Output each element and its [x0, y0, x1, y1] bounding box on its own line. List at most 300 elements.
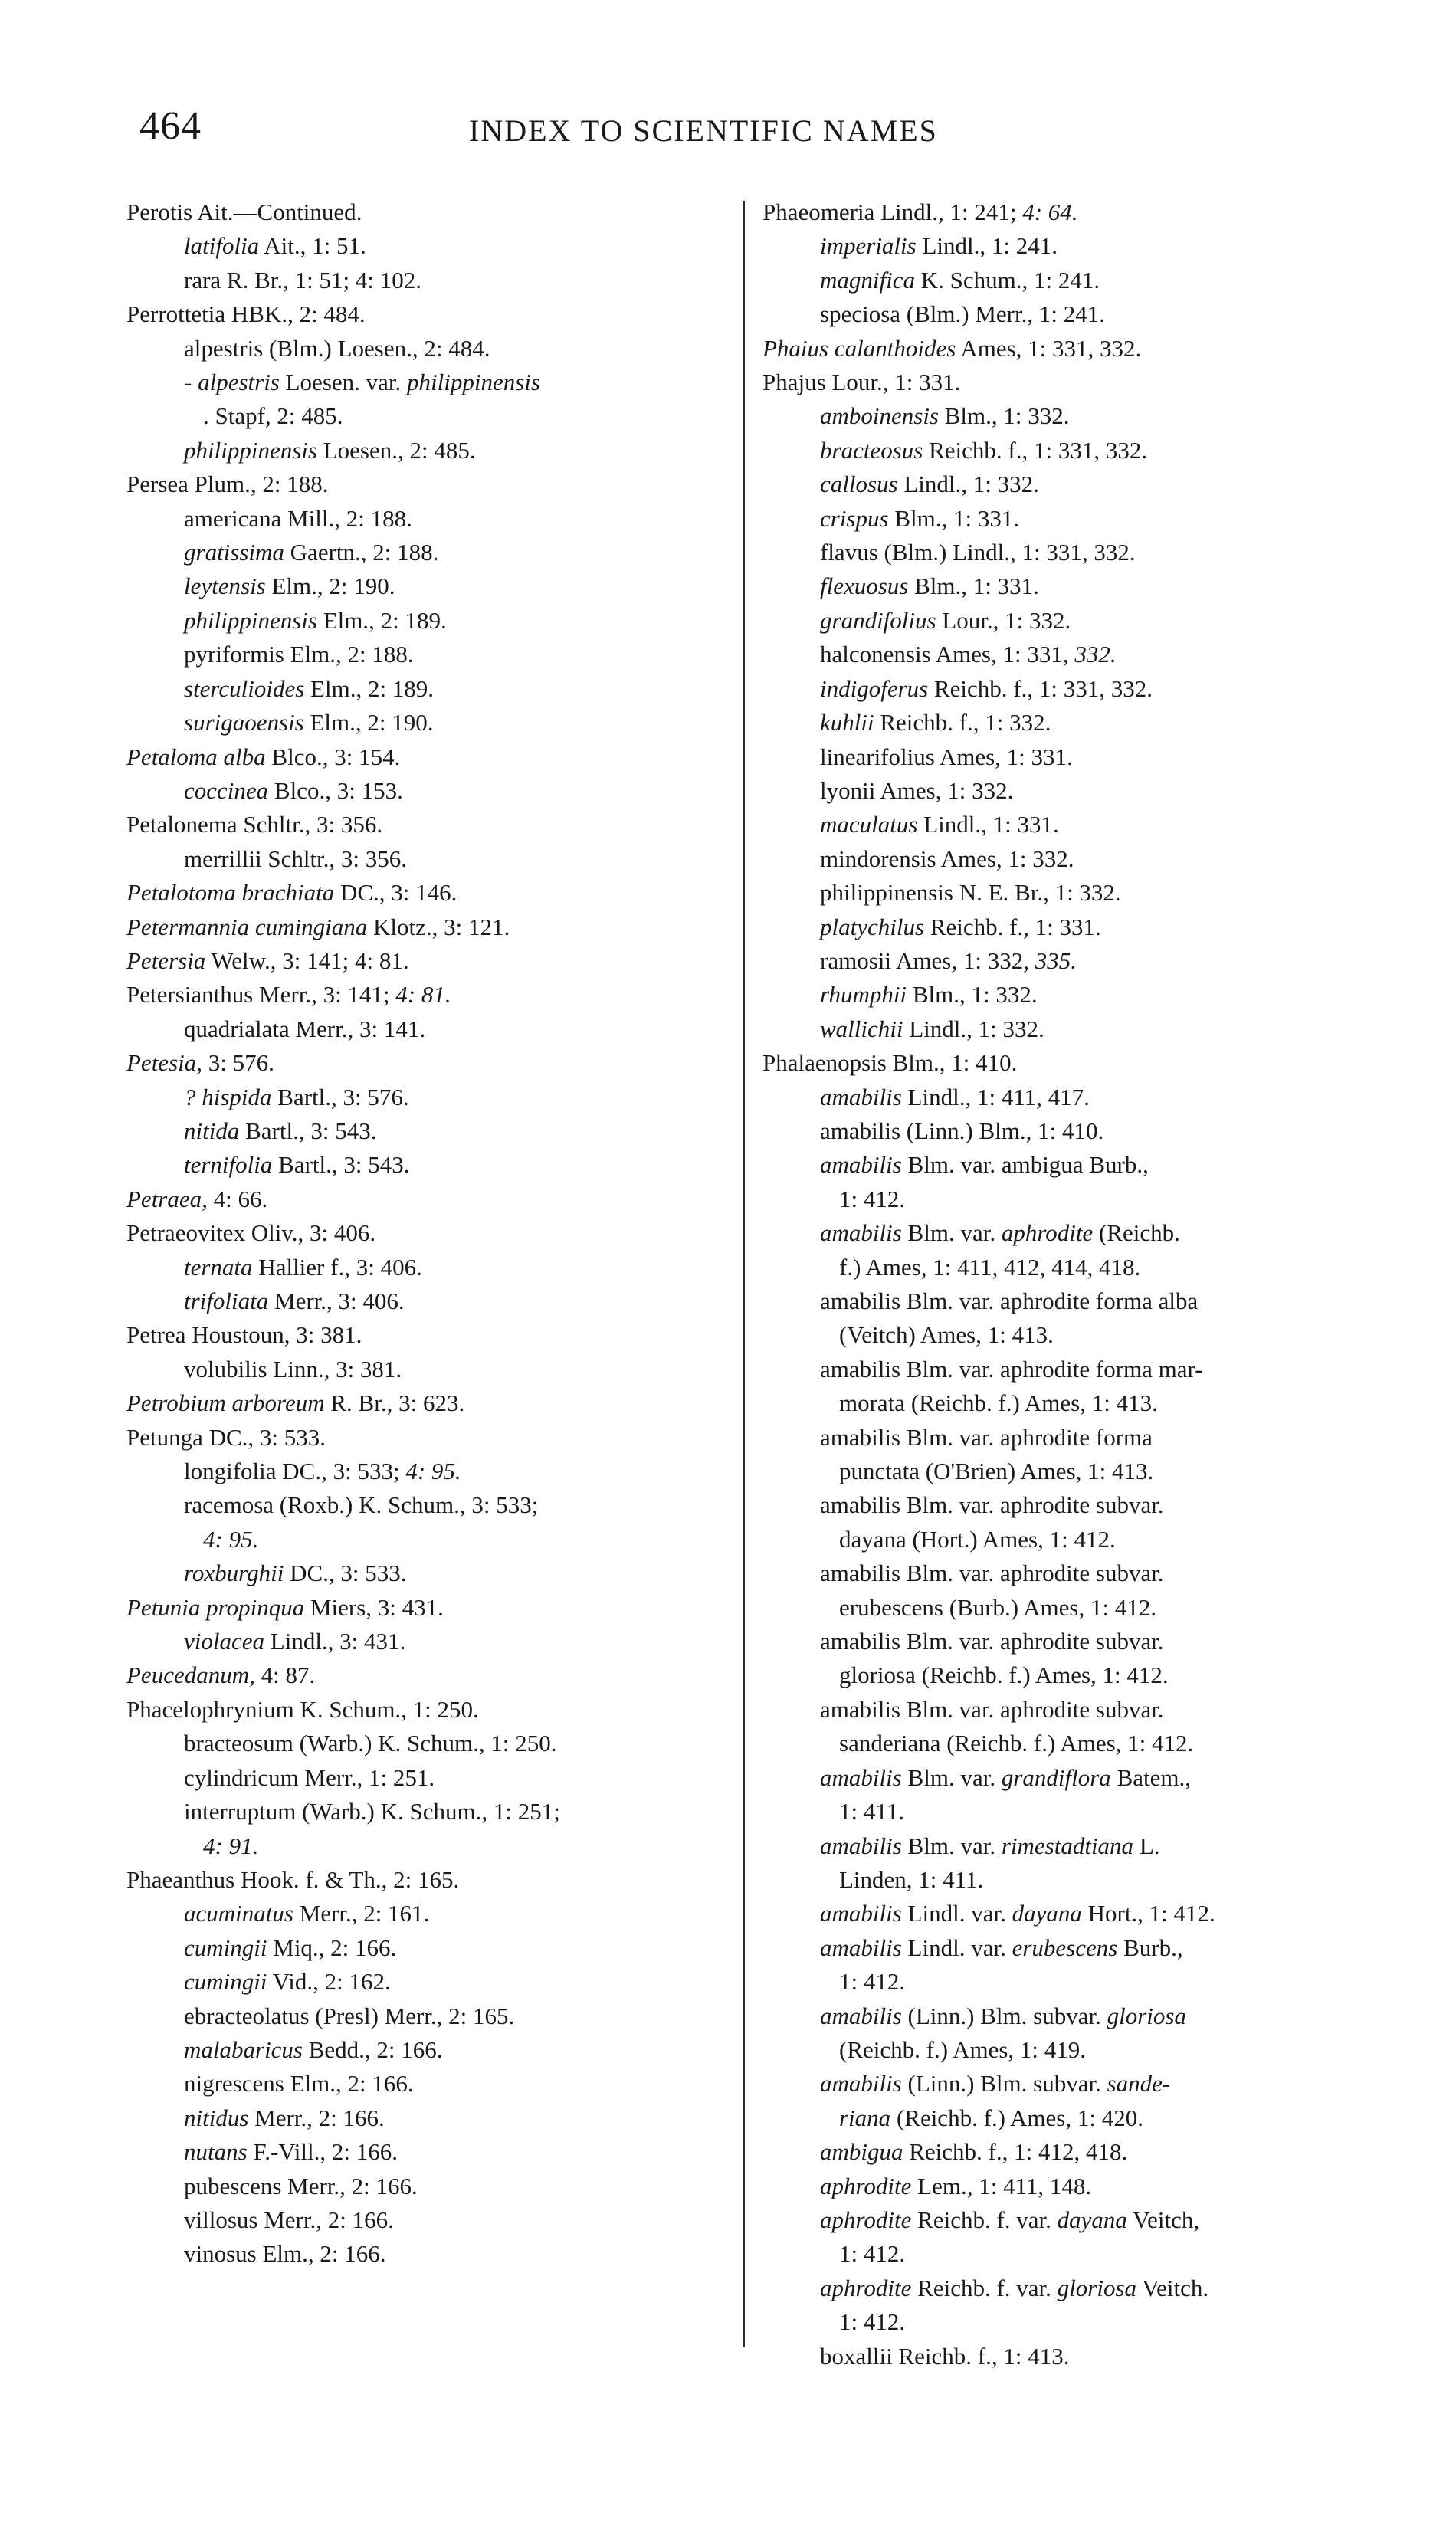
index-genus-entry	[762, 1046, 1368, 1080]
index-species-entry	[762, 944, 1368, 978]
entry-text: Petunia propinqua	[126, 1593, 305, 1621]
index-species-entry	[126, 1965, 732, 1999]
index-genus-entry	[126, 1421, 732, 1455]
entry-text: Reichb. f. var.	[911, 2274, 1058, 2301]
entry-text: Blm. var.	[901, 1832, 1002, 1859]
entry-text: Phalaenopsis Blm., 1: 410.	[762, 1049, 1018, 1077]
entry-text: amabilis Blm. var. aphrodite subvar.	[820, 1560, 1164, 1587]
index-species-entry	[126, 2170, 732, 2203]
column-divider	[743, 201, 745, 2347]
index-species-entry	[762, 1012, 1368, 1046]
entry-text: Elm., 2: 190.	[303, 709, 434, 736]
index-species-entry	[762, 2203, 1368, 2237]
index-entry-continuation	[762, 1523, 1368, 1556]
entry-text: Petersianthus Merr., 3: 141;	[126, 981, 396, 1009]
entry-text: -	[184, 369, 198, 396]
entry-text: ? hispida	[184, 1083, 272, 1110]
entry-text: Petalotoma brachiata	[126, 879, 335, 907]
entry-text: amabilis Blm. var. aphrodite subvar.	[820, 1491, 1164, 1519]
index-species-entry	[762, 1353, 1368, 1386]
index-genus-entry	[126, 1046, 732, 1080]
entry-text: R. Br., 3: 623.	[324, 1389, 465, 1417]
index-species-entry	[762, 1284, 1368, 1318]
entry-text: Klotz., 3: 121.	[367, 913, 510, 940]
index-species-entry	[762, 808, 1368, 841]
entry-text: DC., 3: 146.	[334, 879, 457, 907]
index-genus-entry	[762, 366, 1368, 399]
entry-text: sanderiana (Reichb. f.) Ames, 1: 412.	[839, 1730, 1194, 1757]
entry-text: aphrodite	[820, 2172, 912, 2199]
index-species-entry	[762, 1625, 1368, 1658]
entry-text: Blm., 1: 331.	[908, 572, 1039, 600]
entry-text: (Linn.) Blm. subvar.	[901, 2002, 1107, 2029]
entry-text: amabilis	[820, 1763, 902, 1791]
index-species-entry	[762, 1488, 1368, 1522]
entry-text: 4: 64.	[1022, 198, 1078, 225]
entry-text: amabilis	[820, 1832, 902, 1859]
index-entry-continuation	[762, 2101, 1368, 2135]
entry-text: Hort., 1: 412.	[1081, 1900, 1215, 1927]
entry-text: Petraeovitex Oliv., 3: 406.	[126, 1219, 376, 1247]
entry-text: ebracteolatus (Presl) Merr., 2: 165.	[184, 2002, 515, 2029]
index-species-entry	[126, 1761, 732, 1795]
entry-text: platychilus	[820, 913, 925, 940]
entry-text: alpestris	[198, 369, 280, 396]
entry-text: punctata (O'Brien) Ames, 1: 413.	[839, 1458, 1154, 1485]
entry-text: cumingii	[184, 1968, 267, 1996]
index-species-entry	[126, 1148, 732, 1182]
entry-text: amboinensis	[820, 402, 939, 430]
entry-text: Petrobium arboreum	[126, 1389, 325, 1417]
entry-text: pubescens Merr., 2: 166.	[184, 2172, 418, 2199]
index-species-entry	[762, 2135, 1368, 2169]
entry-text: Miq., 2: 166.	[267, 1934, 397, 1961]
entry-text: Bartl., 3: 543.	[239, 1117, 377, 1144]
index-entry-continuation	[762, 2305, 1368, 2339]
index-species-entry	[126, 332, 732, 366]
index-species-entry	[762, 1216, 1368, 1250]
entry-text: 4: 91.	[203, 1832, 259, 1859]
entry-text: Lindl., 1: 411, 417.	[901, 1083, 1090, 1110]
entry-text: Reichb. f., 1: 412, 418.	[903, 2138, 1128, 2166]
entry-text: flavus (Blm.) Lindl., 1: 331, 332.	[820, 539, 1136, 566]
entry-text: trifoliata	[184, 1287, 269, 1314]
entry-text: Batem.,	[1110, 1763, 1191, 1791]
entry-text: amabilis	[820, 1900, 902, 1927]
index-genus-entry	[126, 1591, 732, 1625]
index-entry-continuation	[762, 1591, 1368, 1625]
index-species-entry	[762, 638, 1368, 671]
entry-text: erubescens (Burb.) Ames, 1: 412.	[839, 1593, 1157, 1621]
entry-text: Lindl., 1: 332.	[897, 471, 1039, 498]
index-species-entry	[762, 978, 1368, 1012]
index-genus-entry	[126, 1318, 732, 1352]
index-genus-entry	[126, 1658, 732, 1692]
entry-text: Peucedanum,	[126, 1661, 255, 1689]
index-genus-entry	[126, 1216, 732, 1250]
entry-text: (Reichb.	[1093, 1219, 1180, 1247]
index-entry-continuation	[762, 2237, 1368, 2271]
entry-text: philippinensis	[184, 436, 317, 464]
index-species-entry	[762, 399, 1368, 433]
entry-text: wallichii	[820, 1015, 903, 1042]
index-species-entry	[762, 842, 1368, 876]
index-entry-continuation	[126, 399, 732, 433]
entry-text: 4: 66.	[207, 1185, 268, 1212]
entry-text: volubilis Linn., 3: 381.	[184, 1355, 402, 1383]
entry-text: Ait., 1: 51.	[259, 232, 366, 260]
index-species-entry	[762, 1081, 1368, 1114]
index-species-entry	[126, 1284, 732, 1318]
index-species-entry	[762, 536, 1368, 569]
index-species-entry	[762, 2272, 1368, 2305]
entry-text: amabilis (Linn.) Blm., 1: 410.	[820, 1117, 1104, 1144]
index-species-entry	[126, 1795, 732, 1829]
entry-text: sande-	[1107, 2070, 1171, 2098]
index-species-entry	[126, 1727, 732, 1760]
entry-text: (Reichb. f.) Ames, 1: 419.	[839, 2035, 1087, 2063]
entry-text: Veitch,	[1126, 2206, 1200, 2233]
entry-text: aphrodite	[820, 2206, 912, 2233]
index-genus-entry	[126, 1693, 732, 1727]
entry-text: Reichb. f., 1: 331.	[924, 913, 1101, 940]
entry-text: gloriosa	[1057, 2274, 1137, 2301]
entry-text: Elm., 2: 189.	[304, 674, 435, 702]
index-species-entry	[762, 1114, 1368, 1148]
entry-text: roxburghii	[184, 1560, 284, 1587]
entry-text: amabilis Blm. var. aphrodite forma mar-	[820, 1355, 1203, 1383]
entry-text: Phaeanthus Hook. f. & Th., 2: 165.	[126, 1865, 460, 1893]
entry-text: Persea Plum., 2: 188.	[126, 471, 329, 498]
entry-text: Lour., 1: 332.	[936, 606, 1071, 634]
entry-text: nutans	[184, 2138, 248, 2166]
entry-text: Reichb. f. var.	[911, 2206, 1058, 2233]
index-species-entry	[126, 1353, 732, 1386]
entry-text: Petersia	[126, 946, 206, 974]
entry-text: dayana	[1057, 2206, 1127, 2233]
index-species-entry	[126, 604, 732, 638]
index-species-entry	[126, 2237, 732, 2271]
entry-text: Phaius calanthoides	[762, 334, 956, 362]
index-entry-continuation	[762, 1182, 1368, 1216]
index-species-entry	[126, 842, 732, 876]
entry-text: Phaeomeria Lindl., 1: 241;	[762, 198, 1023, 225]
index-genus-entry	[126, 1863, 732, 1897]
index-species-entry	[126, 1897, 732, 1930]
entry-text: F.-Vill., 2: 166.	[247, 2138, 398, 2166]
entry-text: Lindl., 1: 332.	[903, 1015, 1044, 1042]
entry-text: Bartl., 3: 543.	[272, 1151, 410, 1179]
entry-text: indigoferus	[820, 674, 929, 702]
entry-text: callosus	[820, 471, 898, 498]
index-species-entry	[762, 297, 1368, 331]
entry-text: Lindl. var.	[901, 1900, 1012, 1927]
entry-text: (Reichb. f.) Ames, 1: 420.	[890, 2104, 1143, 2131]
index-species-entry	[762, 502, 1368, 536]
entry-text: Perrottetia HBK., 2: 484.	[126, 300, 366, 328]
running-title: INDEX TO SCIENTIFIC NAMES	[469, 113, 938, 148]
entry-text: Lindl., 3: 431.	[264, 1628, 406, 1655]
index-entry-continuation	[762, 1727, 1368, 1760]
index-species-entry	[126, 434, 732, 467]
entry-text: bracteosum (Warb.) K. Schum., 1: 250.	[184, 1730, 557, 1757]
entry-text: malabaricus	[184, 2035, 303, 2063]
index-entry-continuation	[762, 1386, 1368, 1420]
entry-text: ternifolia	[184, 1151, 273, 1179]
entry-text: Loesen. var.	[279, 369, 408, 396]
entry-text: Blco., 3: 153.	[268, 776, 403, 804]
index-species-entry	[126, 502, 732, 536]
entry-text: nitida	[184, 1117, 240, 1144]
entry-text: quadrialata Merr., 3: 141.	[184, 1015, 426, 1042]
index-species-entry	[126, 672, 732, 706]
index-species-entry	[126, 774, 732, 808]
entry-text: violacea	[184, 1628, 265, 1655]
entry-text: dayana (Hort.) Ames, 1: 412.	[839, 1525, 1116, 1553]
index-genus-entry	[126, 1182, 732, 1216]
entry-text: Petalonema Schltr., 3: 356.	[126, 811, 383, 838]
entry-text: Loesen., 2: 485.	[316, 436, 476, 464]
index-species-entry	[762, 740, 1368, 774]
entry-text: villosus Merr., 2: 166.	[184, 2206, 394, 2233]
entry-text: Blm., 1: 332.	[939, 402, 1070, 430]
entry-text: crispus	[820, 504, 889, 532]
index-genus-entry	[126, 808, 732, 841]
entry-text: Phajus Lour., 1: 331.	[762, 369, 961, 396]
index-species-entry	[762, 1931, 1368, 1965]
index-species-entry	[762, 1897, 1368, 1930]
index-species-entry	[762, 1999, 1368, 2033]
entry-text: Lem., 1: 411, 148.	[911, 2172, 1092, 2199]
entry-text: amabilis Blm. var. aphrodite subvar.	[820, 1695, 1164, 1723]
entry-text: Merr., 2: 166.	[248, 2104, 385, 2131]
entry-text: Reichb. f., 1: 331, 332.	[928, 674, 1153, 702]
index-entry-continuation	[762, 1863, 1368, 1897]
entry-text: Linden, 1: 411.	[839, 1865, 984, 1893]
index-species-entry	[762, 229, 1368, 263]
entry-text: Petrea Houstoun, 3: 381.	[126, 1321, 362, 1349]
entry-text: philippinensis	[184, 606, 317, 634]
index-species-entry	[126, 1556, 732, 1590]
entry-text: gloriosa	[1107, 2002, 1186, 2029]
entry-text: Elm., 2: 190.	[265, 572, 395, 600]
entry-text: alpestris (Blm.) Loesen., 2: 484.	[184, 334, 490, 362]
entry-text: 4: 95.	[203, 1525, 259, 1553]
index-species-entry	[762, 467, 1368, 501]
entry-text: gratissima	[184, 539, 284, 566]
index-genus-entry	[126, 1386, 732, 1420]
entry-text: Welw., 3: 141; 4: 81.	[205, 946, 409, 974]
index-species-entry	[762, 264, 1368, 297]
entry-text: Blco., 3: 154.	[265, 743, 401, 770]
entry-text: grandifolius	[820, 606, 936, 634]
index-genus-entry	[126, 195, 732, 229]
entry-text: (Linn.) Blm. subvar.	[901, 2070, 1107, 2098]
index-species-entry	[126, 2135, 732, 2169]
entry-text: nigrescens Elm., 2: 166.	[184, 2070, 414, 2098]
index-species-entry	[126, 1081, 732, 1114]
entry-text: leytensis	[184, 572, 266, 600]
entry-text: Veitch.	[1136, 2274, 1209, 2301]
index-entry-continuation	[762, 1251, 1368, 1284]
entry-text: halconensis Ames, 1: 331,	[820, 641, 1075, 668]
index-species-entry	[762, 1693, 1368, 1727]
index-genus-entry	[126, 467, 732, 501]
entry-text: nitidus	[184, 2104, 249, 2131]
index-entry-continuation	[126, 1829, 732, 1863]
entry-text: linearifolius Ames, 1: 331.	[820, 743, 1073, 770]
index-entry-continuation	[762, 1318, 1368, 1352]
entry-text: Perotis Ait.—Continued.	[126, 198, 362, 225]
entry-text: K. Schum., 1: 241.	[915, 266, 1100, 294]
index-species-entry	[762, 672, 1368, 706]
entry-text: Reichb. f., 1: 331, 332.	[923, 436, 1148, 464]
entry-text: rara R. Br., 1: 51; 4: 102.	[184, 266, 421, 294]
index-species-entry	[126, 1488, 732, 1522]
entry-text: pyriformis Elm., 2: 188.	[184, 641, 414, 668]
entry-text: amabilis Blm. var. aphrodite forma	[820, 1423, 1153, 1451]
entry-text: Blm., 1: 331.	[888, 504, 1020, 532]
index-species-entry	[762, 2170, 1368, 2203]
index-entry-continuation	[762, 2033, 1368, 2067]
entry-text: L.	[1133, 1832, 1160, 1859]
index-species-entry	[762, 2067, 1368, 2101]
entry-text: speciosa (Blm.) Merr., 1: 241.	[820, 300, 1105, 328]
entry-text: amabilis	[820, 1934, 902, 1961]
entry-text: Miers, 3: 431.	[304, 1593, 444, 1621]
index-species-entry	[762, 1829, 1368, 1863]
entry-text: bracteosus	[820, 436, 923, 464]
index-entry-continuation	[126, 1523, 732, 1556]
entry-text: morata (Reichb. f.) Ames, 1: 413.	[839, 1389, 1158, 1417]
entry-text: grandiflora	[1001, 1763, 1111, 1791]
entry-text: 1: 412.	[839, 1968, 906, 1996]
entry-text: dayana	[1012, 1900, 1082, 1927]
entry-text: amabilis	[820, 2002, 902, 2029]
entry-text: Hallier f., 3: 406.	[252, 1253, 422, 1281]
index-entry-continuation	[762, 1795, 1368, 1829]
entry-text: rhumphii	[820, 981, 907, 1009]
index-species-entry	[762, 910, 1368, 944]
index-species-entry	[126, 1251, 732, 1284]
entry-text: philippinensis	[407, 369, 540, 396]
entry-text: gloriosa (Reichb. f.) Ames, 1: 412.	[839, 1661, 1169, 1689]
page-number: 464	[139, 104, 202, 148]
entry-text: Merr., 2: 161.	[293, 1900, 430, 1927]
entry-text: erubescens	[1012, 1934, 1118, 1961]
entry-text: amabilis Blm. var. aphrodite forma alba	[820, 1287, 1199, 1314]
entry-text: amabilis	[820, 2070, 902, 2098]
index-genus-entry	[762, 332, 1368, 366]
index-species-entry	[126, 1012, 732, 1046]
entry-text: 4: 81.	[395, 981, 451, 1009]
entry-text: imperialis	[820, 232, 917, 260]
entry-text: DC., 3: 533.	[284, 1560, 407, 1587]
index-species-entry	[126, 1114, 732, 1148]
entry-text: aphrodite	[1001, 1219, 1094, 1247]
index-species-entry	[126, 2203, 732, 2237]
entry-text: sterculioides	[184, 674, 305, 702]
entry-text: 1: 412.	[839, 2240, 906, 2268]
entry-text: mindorensis Ames, 1: 332.	[820, 845, 1074, 872]
entry-text: amabilis	[820, 1083, 902, 1110]
entry-text: rimestadtiana	[1001, 1832, 1134, 1859]
entry-text: kuhlii	[820, 709, 874, 736]
entry-text: Gaertn., 2: 188.	[284, 539, 439, 566]
entry-text: Ames, 1: 331, 332.	[956, 334, 1142, 362]
index-species-entry	[126, 1999, 732, 2033]
entry-text: boxallii Reichb. f., 1: 413.	[820, 2342, 1070, 2370]
entry-text: Lindl. var.	[901, 1934, 1012, 1961]
entry-text: Blm., 1: 332.	[907, 981, 1038, 1009]
entry-text: amabilis Blm. var. aphrodite subvar.	[820, 1628, 1164, 1655]
entry-text: Petunga DC., 3: 533.	[126, 1423, 326, 1451]
entry-text: amabilis	[820, 1151, 902, 1179]
entry-text: Burb.,	[1117, 1934, 1183, 1961]
index-genus-entry	[126, 297, 732, 331]
entry-text: Elm., 2: 189.	[316, 606, 447, 634]
entry-text: 335.	[1035, 946, 1077, 974]
entry-text: Bartl., 3: 576.	[271, 1083, 409, 1110]
index-species-entry	[126, 2101, 732, 2135]
page-header	[0, 103, 1456, 165]
index-species-entry	[126, 229, 732, 263]
index-species-entry	[762, 1761, 1368, 1795]
entry-text: acuminatus	[184, 1900, 293, 1927]
entry-text: 4: 95.	[405, 1458, 461, 1485]
entry-text: f.) Ames, 1: 411, 412, 414, 418.	[839, 1253, 1141, 1281]
entry-text: Merr., 3: 406.	[268, 1287, 405, 1314]
entry-text: (Veitch) Ames, 1: 413.	[839, 1321, 1054, 1349]
index-species-entry	[126, 2067, 732, 2101]
index-species-entry	[762, 1421, 1368, 1455]
entry-text: amabilis	[820, 1219, 902, 1247]
entry-text: latifolia	[184, 232, 260, 260]
entry-text: Blm. var.	[901, 1763, 1002, 1791]
entry-text: Vid., 2: 162.	[267, 1968, 391, 1996]
entry-text: aphrodite	[820, 2274, 912, 2301]
index-species-entry	[762, 774, 1368, 808]
index-species-entry	[126, 536, 732, 569]
entry-text: merrillii Schltr., 3: 356.	[184, 845, 408, 872]
index-species-entry	[762, 1556, 1368, 1590]
entry-text: 332.	[1074, 641, 1117, 668]
entry-text: surigaoensis	[184, 709, 304, 736]
index-species-entry	[762, 604, 1368, 638]
entry-text: racemosa (Roxb.) K. Schum., 3: 533;	[184, 1491, 539, 1519]
entry-text: lyonii Ames, 1: 332.	[820, 776, 1014, 804]
entry-text: Bedd., 2: 166.	[303, 2035, 443, 2063]
index-species-entry	[126, 706, 732, 740]
entry-text: Blm. var.	[901, 1219, 1002, 1247]
entry-text: longifolia DC., 3: 533;	[184, 1458, 406, 1485]
entry-text: riana	[839, 2104, 891, 2131]
entry-text: cumingii	[184, 1934, 267, 1961]
entry-text: Blm. var. ambigua Burb.,	[901, 1151, 1149, 1179]
entry-text: Petesia,	[126, 1049, 202, 1077]
index-species-entry	[126, 1625, 732, 1658]
index-species-entry	[762, 876, 1368, 910]
entry-text: 3: 576.	[202, 1049, 274, 1077]
index-species-entry	[762, 706, 1368, 740]
index-column-left	[126, 195, 732, 2272]
index-species-entry	[126, 569, 732, 603]
index-entry-continuation	[762, 1965, 1368, 1999]
entry-text: 1: 412.	[839, 1185, 906, 1212]
entry-text: Petaloma alba	[126, 743, 266, 770]
entry-text: 1: 411.	[839, 1798, 904, 1825]
index-entry-continuation	[762, 1455, 1368, 1488]
